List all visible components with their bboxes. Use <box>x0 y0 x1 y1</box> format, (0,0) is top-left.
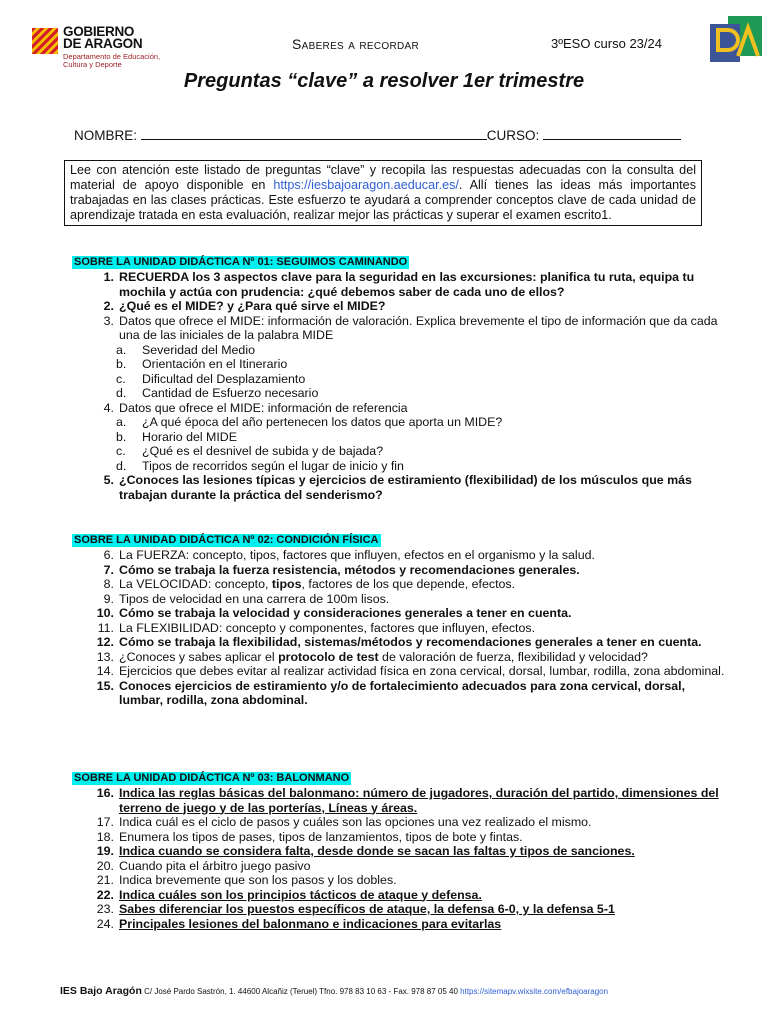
section-title: SOBRE LA UNIDAD DIDÁCTICA Nº 03: BALONMANO <box>74 772 350 784</box>
list-item: 15. Conoces ejercicios de estiramiento y/o de fortalecimiento adecuados para zona cervical, dorsal, lumbar, rodilla, zona abdominal. <box>96 678 686 707</box>
intro-box <box>64 160 702 226</box>
list-item: 16. Indica las reglas básicas del balonmano: número de jugadores, duración del partido, dimensiones del terreno de juego y de las porterías, Líneas y áreas. <box>96 786 719 815</box>
list-item: 5. ¿Conoces las lesiones típicas y ejercicios de estiramiento (flexibilidad) de los músculos que más trabajan durante la práctica del senderismo? <box>103 473 692 502</box>
sub-item: c. Dificultad del Desplazamiento <box>116 371 306 386</box>
page-header <box>0 0 768 70</box>
list-item: 7. Cómo se trabaja la fuerza resistencia, métodos y recomendaciones generales. <box>103 562 580 577</box>
question-list <box>72 786 732 931</box>
intro-text: Lee con atención este listado de preguntas “clave” y recopila las respuestas adecuadas con la consulta del material de apoyo disponible en <box>70 163 696 192</box>
section-unit-01 <box>72 252 732 502</box>
course-input-line[interactable] <box>543 129 681 140</box>
list-item: 12. Cómo se trabaja la flexibilidad, sistemas/métodos y recomendaciones generales a tener en cuenta. <box>96 635 702 649</box>
list-item: 21. Indica brevemente que son los pasos y los dobles. <box>96 873 397 887</box>
course-label: CURSO: <box>486 128 540 143</box>
list-item: 14. Ejercicios que debes evitar al realizar actividad física en zona cervical, dorsal, lumbar, rodilla, zona abdominal. <box>96 664 725 678</box>
logo-main-text: GOBIERNO DE ARAGON <box>63 24 143 51</box>
list-item: 3. Datos que ofrece el MIDE: información de valoración. Explica brevemente el tipo de información que da cada una de las iniciales de la palabra MIDE <box>103 313 718 342</box>
name-label: NOMBRE: <box>74 128 138 143</box>
section-title: SOBRE LA UNIDAD DIDÁCTICA Nº 02: CONDICIÓN FÍSICA <box>74 534 379 546</box>
sub-item: b. Orientación en el Itinerario <box>116 357 288 371</box>
list-item: 23. Sabes diferenciar los puestos específicos de ataque, la defensa 6-0, y la defensa 5-1 <box>96 902 615 916</box>
school-badge-icon <box>708 16 764 62</box>
sub-item: a. ¿A qué época del año pertenecen los datos que aporta un MIDE? <box>116 415 503 429</box>
footer-address: C/ José Pardo Sastrón, 1. 44600 Alcañiz (Teruel) Tfno. 978 83 10 63 - Fax. 978 87 05 40 <box>141 987 461 996</box>
form-fields <box>74 128 681 143</box>
sub-item: d. Cantidad de Esfuerzo necesario <box>116 386 319 400</box>
aragon-flag-icon <box>32 28 58 54</box>
section-unit-02 <box>72 530 732 708</box>
list-item: 2. ¿Qué es el MIDE? y ¿Para qué sirve el MIDE? <box>103 299 386 313</box>
list-item: 17. Indica cuál es el ciclo de pasos y cuáles son las opciones una vez realizado el mismo. <box>96 815 592 829</box>
logo-sub-text: Departamento de Educación, Cultura y Deporte <box>63 52 161 69</box>
list-item: 8. La VELOCIDAD: concepto, tipos, factores de los que depende, efectos. <box>103 577 516 591</box>
sub-item: c. ¿Qué es el desnivel de subida y de bajada? <box>116 444 384 458</box>
list-item: 1. RECUERDA los 3 aspectos clave para la seguridad en las excursiones: planifica tu ruta, equipa tu mochila y actúa con prudencia: ¿qué debemos saber de cada uno de ellos? <box>103 270 695 299</box>
list-item: 24. Principales lesiones del balonmano e indicaciones para evitarlas <box>96 916 502 931</box>
page-footer <box>60 985 608 997</box>
list-item: 20. Cuando pita el árbitro juego pasivo <box>96 858 311 873</box>
name-input-line[interactable] <box>141 129 487 140</box>
list-item: 11. La FLEXIBILIDAD: concepto y componentes, factores que influyen, efectos. <box>97 620 536 635</box>
footer-link[interactable]: https://sitemapv.wixsite.com/efbajoaragon <box>460 987 609 996</box>
intro-text-end: . Allí tienes las ideas más importantes trabajadas en las clases prácticas. Este esfuerzo te ayudará a comprender conceptos clave de cada unidad de aprendizaje tratada en esta evaluación, realizar mejor las prácticas y superar el examen escrito1. <box>70 178 696 222</box>
page-title: Preguntas “clave” a resolver 1er trimestre <box>183 70 585 92</box>
list-item: 10. Cómo se trabaja la velocidad y consideraciones generales a tener en cuenta. <box>96 606 572 620</box>
list-item: 19. Indica cuando se considera falta, desde donde se sacan las faltas y tipos de sanciones. <box>96 844 635 858</box>
gobierno-aragon-logo <box>32 24 172 69</box>
question-list <box>72 548 732 708</box>
list-item: 18. Enumera los tipos de pases, tipos de lanzamientos, tipos de bote y fintas. <box>96 829 523 844</box>
section-unit-03 <box>72 768 732 931</box>
intro-link[interactable]: https://iesbajoaragon.aeducar.es/ <box>273 178 459 192</box>
list-item: 6. La FUERZA: concepto, tipos, factores que influyen, efectos en el organismo y la salud. <box>103 548 595 562</box>
question-list <box>72 270 732 502</box>
sub-item: b. Horario del MIDE <box>116 429 238 444</box>
list-item: 4. Datos que ofrece el MIDE: información de referencia <box>103 400 408 415</box>
section-title: SOBRE LA UNIDAD DIDÁCTICA Nº 01: SEGUIMOS CAMINANDO <box>74 256 408 268</box>
list-item: 22. Indica cuáles son los principios tácticos de ataque y defensa. <box>96 887 482 902</box>
sub-item: d. Tipos de recorridos según el lugar de inicio y fin <box>116 458 404 473</box>
list-item: 13. ¿Conoces y sabes aplicar el protocolo de test de valoración de fuerza, flexibilidad y velocidad? <box>96 649 648 664</box>
header-course: 3ºESO curso 23/24 <box>551 36 662 51</box>
sub-item: a. Severidad del Medio <box>116 342 255 357</box>
footer-institution: IES Bajo Aragón <box>60 985 142 997</box>
header-center-title: Saberes a recordar <box>292 36 419 52</box>
list-item: 9. Tipos de velocidad en una carrera de 100m lisos. <box>103 591 390 606</box>
